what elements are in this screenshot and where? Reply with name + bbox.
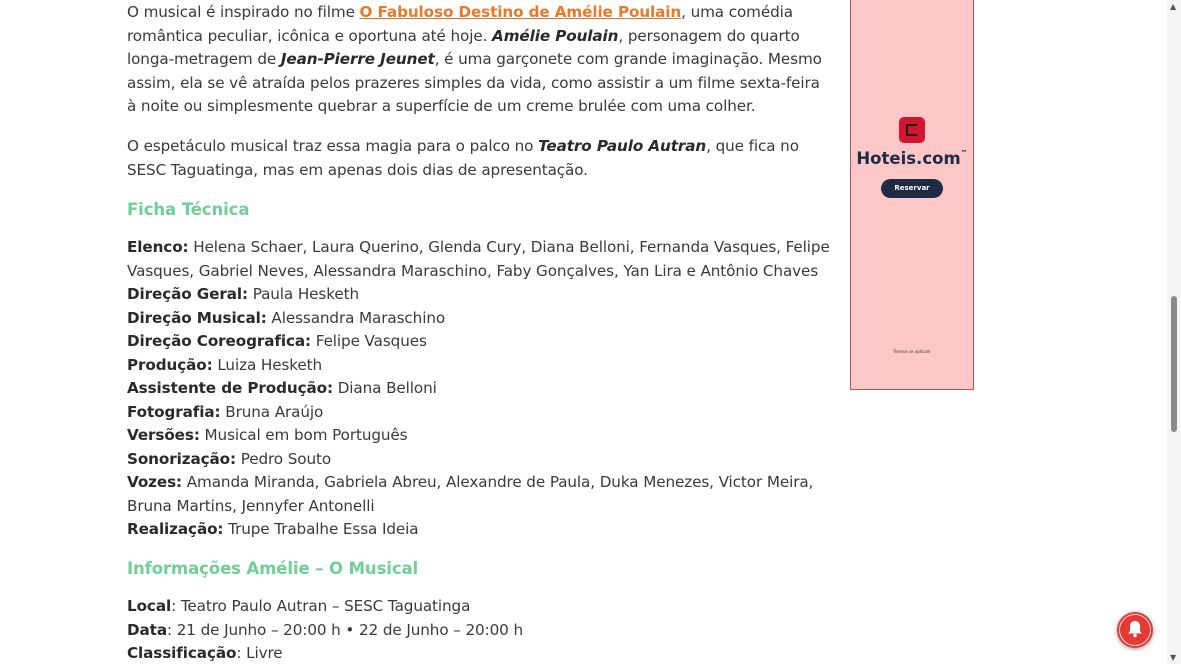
intro-text-1: O musical é inspirado no filme: [127, 3, 360, 21]
credit-row: [127, 401, 832, 425]
credit-value: Felipe Vasques: [311, 332, 427, 350]
hoteis-logo-icon: [899, 117, 925, 143]
intro-text-3: , personagem do quarto longa-metragem de: [127, 26, 800, 68]
ad-terms-text: Termos se aplicam: [893, 349, 931, 354]
venue-paragraph: [127, 135, 832, 182]
credit-row: [127, 518, 832, 542]
credit-value: Pedro Souto: [235, 449, 332, 468]
ad-reservar-button[interactable]: Reservar: [881, 179, 943, 198]
ad-brand-name: Hoteis.com™: [856, 149, 968, 168]
bell-icon: [1127, 620, 1143, 638]
info-value: : 21 de Junho – 20:00 h • 22 de Junho – 20:00 h: [166, 620, 523, 639]
credit-value: Bruna Araújo: [220, 402, 324, 421]
credit-row: [127, 424, 832, 448]
credit-value: Amanda Miranda, Gabriela Abreu, Alexandre de Paula, Duka Menezes, Victor Meira, Bruna Martins, Jennyfer Antonelli: [127, 473, 814, 515]
event-info-list: [127, 595, 832, 666]
director-name: Jean-Pierre Jeunet: [280, 50, 435, 68]
credit-label: Direção Musical:: [127, 308, 267, 327]
credit-label: Realização:: [127, 520, 224, 538]
info-value: : Livre: [236, 644, 283, 662]
credit-value: Diana Belloni: [332, 379, 437, 397]
credit-row: [127, 330, 832, 354]
intro-paragraph: [127, 1, 832, 119]
credit-row: [127, 283, 832, 307]
intro-text-2: , uma comédia romântica peculiar, icônica e oportuna até hoje.: [127, 3, 793, 45]
credit-row: [127, 448, 832, 472]
credit-row: [127, 307, 832, 331]
credit-label: Sonorização:: [127, 449, 236, 468]
credit-label: Produção:: [127, 355, 213, 374]
character-name: Amélie Poulain: [492, 26, 619, 45]
informacoes-heading: Informações Amélie – O Musical: [127, 559, 419, 578]
info-row: [127, 642, 832, 666]
credit-label: Fotografia:: [127, 402, 221, 421]
credit-row: [127, 354, 832, 378]
credit-label: Versões:: [127, 426, 200, 444]
credit-label: Elenco:: [127, 238, 189, 256]
credit-value: Alessandra Maraschino: [266, 308, 446, 327]
credit-value: Musical em bom Português: [199, 426, 408, 444]
info-label: Local: [127, 597, 172, 615]
info-label: Classificação: [127, 644, 237, 662]
scrollbar-thumb[interactable]: [1171, 296, 1177, 432]
venue-name: Teatro Paulo Autran: [538, 137, 707, 155]
credit-row: [127, 471, 832, 518]
credit-value: Helena Schaer, Laura Querino, Glenda Cury, Diana Belloni, Fernanda Vasques, Felipe Vasques, Gabriel Neves, Alessandra Maraschino, Faby Gonçalves, Yan Lira e Antônio Chaves: [127, 238, 830, 280]
info-row: [127, 595, 832, 619]
ficha-tecnica-heading: Ficha Técnica: [127, 200, 250, 219]
credit-row: [127, 377, 832, 401]
credit-value: Paula Hesketh: [247, 285, 360, 303]
venue-text-1: O espetáculo musical traz essa magia para o palco no: [127, 137, 539, 155]
movie-link[interactable]: O Fabuloso Destino de Amélie Poulain: [359, 3, 682, 21]
venue-text-2: , que fica no SESC Taguatinga, mas em apenas dois dias de apresentação.: [127, 137, 799, 179]
credit-label: Vozes:: [127, 473, 183, 491]
intro-text-4: , é uma garçonete com grande imaginação. Mesmo assim, ela se vê atraída pelos prazeres simples da vida, como assistir a um filme sexta-feira à noite ou simplesmente quebrar a superfície de um creme brulée com uma colher.: [127, 50, 822, 115]
credit-value: Luiza Hesketh: [212, 355, 323, 374]
credit-value: Trupe Trabalhe Essa Ideia: [223, 520, 419, 538]
notification-bell-button[interactable]: [1117, 612, 1153, 648]
hoteis-ad-banner[interactable]: [850, 0, 974, 390]
info-row: [127, 619, 832, 643]
credit-label: Direção Coreografica:: [127, 332, 312, 350]
scroll-up-arrow-icon[interactable]: ▲: [1170, 2, 1177, 11]
credit-row: [127, 236, 832, 283]
scroll-down-arrow-icon[interactable]: ▼: [1170, 653, 1177, 662]
credit-label: Assistente de Produção:: [127, 379, 333, 397]
info-value: : Teatro Paulo Autran – SESC Taguatinga: [171, 597, 471, 615]
info-label: Data: [127, 620, 167, 639]
credits-list: [127, 236, 832, 542]
credit-label: Direção Geral:: [127, 285, 248, 303]
page-scrollbar[interactable]: [1167, 0, 1181, 664]
